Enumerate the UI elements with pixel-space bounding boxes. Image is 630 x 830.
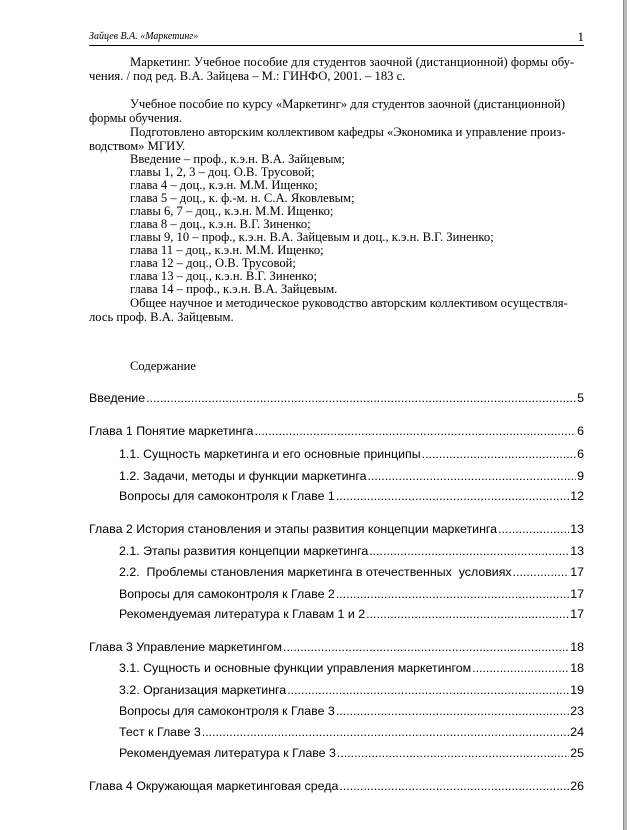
toc-page-number: 6 xyxy=(577,424,584,438)
author-credit: Введение – проф., к.э.н. В.А. Зайцевым; xyxy=(130,152,345,166)
toc-section-entry[interactable] xyxy=(119,724,584,740)
toc-section-entry[interactable] xyxy=(119,468,584,484)
dot-leader xyxy=(202,724,569,740)
toc-entry-title: Глава 1 Понятие маркетинга xyxy=(89,424,254,438)
toc-page-number: 6 xyxy=(577,447,584,461)
paragraph-line: Маркетинг. Учебное пособие для студентов заочной (дистанционной) формы обу- xyxy=(130,55,575,69)
toc-entry-title: 2.1. Этапы развития концепции маркетинга xyxy=(119,544,369,558)
toc-entry-title: Рекомендуемая литература к Главе 3 xyxy=(119,746,336,760)
toc-entry-title: Вопросы для самоконтроля к Главе 3 xyxy=(119,704,335,718)
author-credit: глава 4 – доц., к.э.н. М.М. Ищенко; xyxy=(130,178,318,192)
toc-page-number: 25 xyxy=(570,746,584,760)
toc-section-entry[interactable] xyxy=(119,586,584,602)
toc-section-entry[interactable] xyxy=(119,488,584,504)
dot-leader xyxy=(254,423,576,439)
author-credit: глава 11 – доц., к.э.н. М.М. Ищенко; xyxy=(130,243,324,257)
toc-section-entry[interactable] xyxy=(119,682,584,698)
author-credit: глава 14 – проф., к.э.н. В.А. Зайцевым. xyxy=(130,282,338,296)
dot-leader xyxy=(422,446,576,462)
dot-leader xyxy=(283,639,569,655)
dot-leader xyxy=(339,778,569,794)
toc-section-entry[interactable] xyxy=(119,703,584,719)
authors-list xyxy=(89,153,585,296)
toc-chapter-entry[interactable] xyxy=(89,423,584,439)
toc-section-entry[interactable] xyxy=(119,446,584,462)
toc-page-number: 24 xyxy=(570,725,584,739)
toc-section-entry[interactable] xyxy=(119,543,584,559)
author-credit: глава 13 – доц., к.э.н. В.Г. Зиненко; xyxy=(130,269,317,283)
paragraph-line: формы обучения. xyxy=(89,111,183,125)
toc-page-number: 23 xyxy=(570,704,584,718)
paragraph-line: Общее научное и методическое руководство авторским коллективом осуществля- xyxy=(130,296,568,310)
author-credit: главы 6, 7 – доц., к.э.н. М.М. Ищенко; xyxy=(130,204,334,218)
toc-chapter-entry[interactable] xyxy=(89,521,584,537)
dot-leader xyxy=(368,468,577,484)
paragraph-line: чения. / под ред. В.А. Зайцева – М.: ГИНФО, 2001. – 183 с. xyxy=(89,69,406,83)
toc-entry-title: 1.2. Задачи, методы и функции маркетинга xyxy=(119,469,367,483)
author-credit: глава 12 – доц., О.В. Трусовой; xyxy=(130,256,296,270)
header-title: Зайцев В.А. «Маркетинг» xyxy=(89,31,199,42)
toc-entry-title: Введение xyxy=(89,391,146,405)
author-credit: главы 9, 10 – проф., к.э.н. В.А. Зайцевым и доц., к.э.н. В.Г. Зиненко; xyxy=(130,230,494,244)
toc-entry-title: Вопросы для самоконтроля к Главе 2 xyxy=(119,587,335,601)
paragraph-line: Подготовлено авторским коллективом кафедры «Экономика и управление произ- xyxy=(130,125,566,139)
toc-page-number: 26 xyxy=(570,779,584,793)
toc-section-entry[interactable] xyxy=(119,564,584,580)
toc-page-number: 5 xyxy=(577,391,584,405)
toc-section-entry[interactable] xyxy=(119,660,584,676)
toc-page-number: 13 xyxy=(570,544,584,558)
toc-page-number: 19 xyxy=(570,683,584,697)
toc-chapter-entry[interactable] xyxy=(89,390,584,406)
toc-entry-title: Глава 2 История становления и этапы развития концепции маркетинга xyxy=(89,522,498,536)
dot-leader xyxy=(498,521,569,537)
credits-block xyxy=(89,97,585,324)
dot-leader xyxy=(336,703,569,719)
toc-entry-title: 3.2. Организация маркетинга xyxy=(119,683,287,697)
dot-leader xyxy=(337,745,569,761)
toc-section-entry[interactable] xyxy=(119,745,584,761)
toc-chapter-entry[interactable] xyxy=(89,639,584,655)
author-credit: глава 8 – доц., к.э.н. В.Г. Зиненко; xyxy=(130,217,311,231)
toc-page-number: 13 xyxy=(570,522,584,536)
author-credit: глава 5 – доц., к. ф.-м. н. С.А. Яковлевым; xyxy=(130,191,355,205)
running-header xyxy=(89,31,584,46)
page-number: 1 xyxy=(577,29,584,44)
dot-leader xyxy=(369,543,569,559)
toc-page-number: 9 xyxy=(577,469,584,483)
toc-page-number: 18 xyxy=(570,640,584,654)
page-edge xyxy=(623,0,627,830)
toc-page-number: 18 xyxy=(570,661,584,675)
toc-section-entry[interactable] xyxy=(119,606,584,622)
dot-leader xyxy=(366,606,569,622)
toc-entry-title: Вопросы для самоконтроля к Главе 1 xyxy=(119,489,335,503)
bibliographic-reference xyxy=(89,55,585,83)
toc-entry-title: Рекомендуемая литература к Главам 1 и 2 xyxy=(119,607,366,621)
toc-page-number: 17 xyxy=(570,565,584,579)
toc-entry-title: Тест к Главе 3 xyxy=(119,725,201,739)
toc-entry-title: 3.1. Сущность и основные функции управления маркетингом xyxy=(119,661,472,675)
toc-chapter-entry[interactable] xyxy=(89,778,584,794)
dot-leader xyxy=(336,586,569,602)
toc-title: Содержание xyxy=(130,359,196,373)
paragraph-line: лось проф. В.А. Зайцевым. xyxy=(89,310,234,324)
dot-leader xyxy=(287,682,569,698)
toc-page-number: 12 xyxy=(570,489,584,503)
toc-page-number: 17 xyxy=(570,607,584,621)
dot-leader xyxy=(336,488,569,504)
toc-entry-title: Глава 3 Управление маркетингом xyxy=(89,640,283,654)
paragraph-line: Учебное пособие по курсу «Маркетинг» для студентов заочной (дистанционной) xyxy=(130,97,565,111)
toc-entry-title: Глава 4 Окружающая маркетинговая среда xyxy=(89,779,339,793)
toc-entry-title: 1.1. Сущность маркетинга и его основные принципы xyxy=(119,447,421,461)
author-credit: главы 1, 2, 3 – доц. О.В. Трусовой; xyxy=(130,165,315,179)
dot-leader xyxy=(513,564,570,580)
paragraph-line: водством» МГИУ. xyxy=(89,139,186,153)
dot-leader xyxy=(472,660,569,676)
toc-page-number: 17 xyxy=(570,587,584,601)
toc-entry-title: 2.2. Проблемы становления маркетинга в отечественных условиях xyxy=(119,565,512,579)
dot-leader xyxy=(146,390,576,406)
